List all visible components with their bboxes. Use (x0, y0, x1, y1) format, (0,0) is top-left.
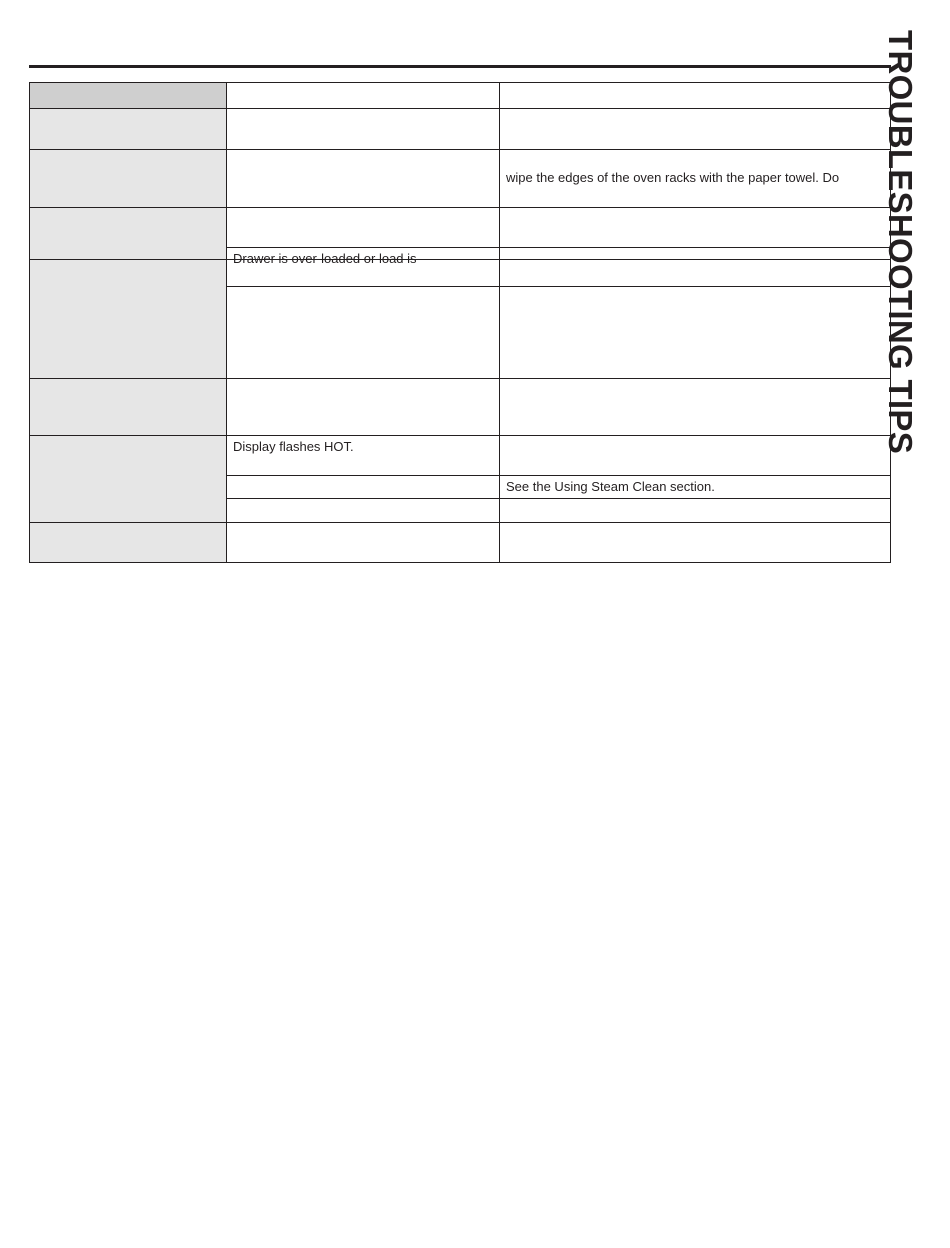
cause-cell (226, 378, 500, 436)
action-cell (499, 435, 891, 476)
header-rule (29, 65, 891, 68)
problem-cell (29, 522, 227, 563)
section-title-text: TROUBLESHOOTING TIPS (882, 30, 919, 455)
problem-cell (29, 259, 227, 379)
action-cell (499, 475, 891, 499)
cause-cell (226, 522, 500, 563)
cause-cell (226, 475, 500, 499)
cause-text: Display flashes HOT. (233, 439, 354, 454)
cause-text: Drawer is over-loaded or load is (233, 251, 417, 266)
problem-cell (29, 108, 227, 150)
cause-cell (226, 435, 500, 476)
action-cell (499, 108, 891, 150)
problem-cell (29, 149, 227, 208)
cause-cell (226, 498, 500, 523)
action-text: wipe the edges of the oven racks with the paper towel. Do (506, 170, 840, 185)
problem-cell (29, 207, 227, 260)
problem-cell (29, 378, 227, 436)
action-cell (499, 207, 891, 248)
action-cell (499, 259, 891, 379)
action-cell (499, 149, 891, 208)
action-cell (499, 378, 891, 436)
cause-cell (226, 259, 500, 379)
action-cell (499, 498, 891, 523)
troubleshooting-table (29, 82, 891, 563)
cause-cell (226, 108, 500, 150)
cause-cell (226, 207, 500, 248)
action-text: See the Using Steam Clean section. (506, 479, 715, 494)
cause-cell (226, 82, 500, 109)
problem-cell (29, 435, 227, 523)
action-cell (499, 522, 891, 563)
problem-header-cell (29, 82, 227, 109)
cause-cell (226, 149, 500, 208)
action-cell (499, 82, 891, 109)
